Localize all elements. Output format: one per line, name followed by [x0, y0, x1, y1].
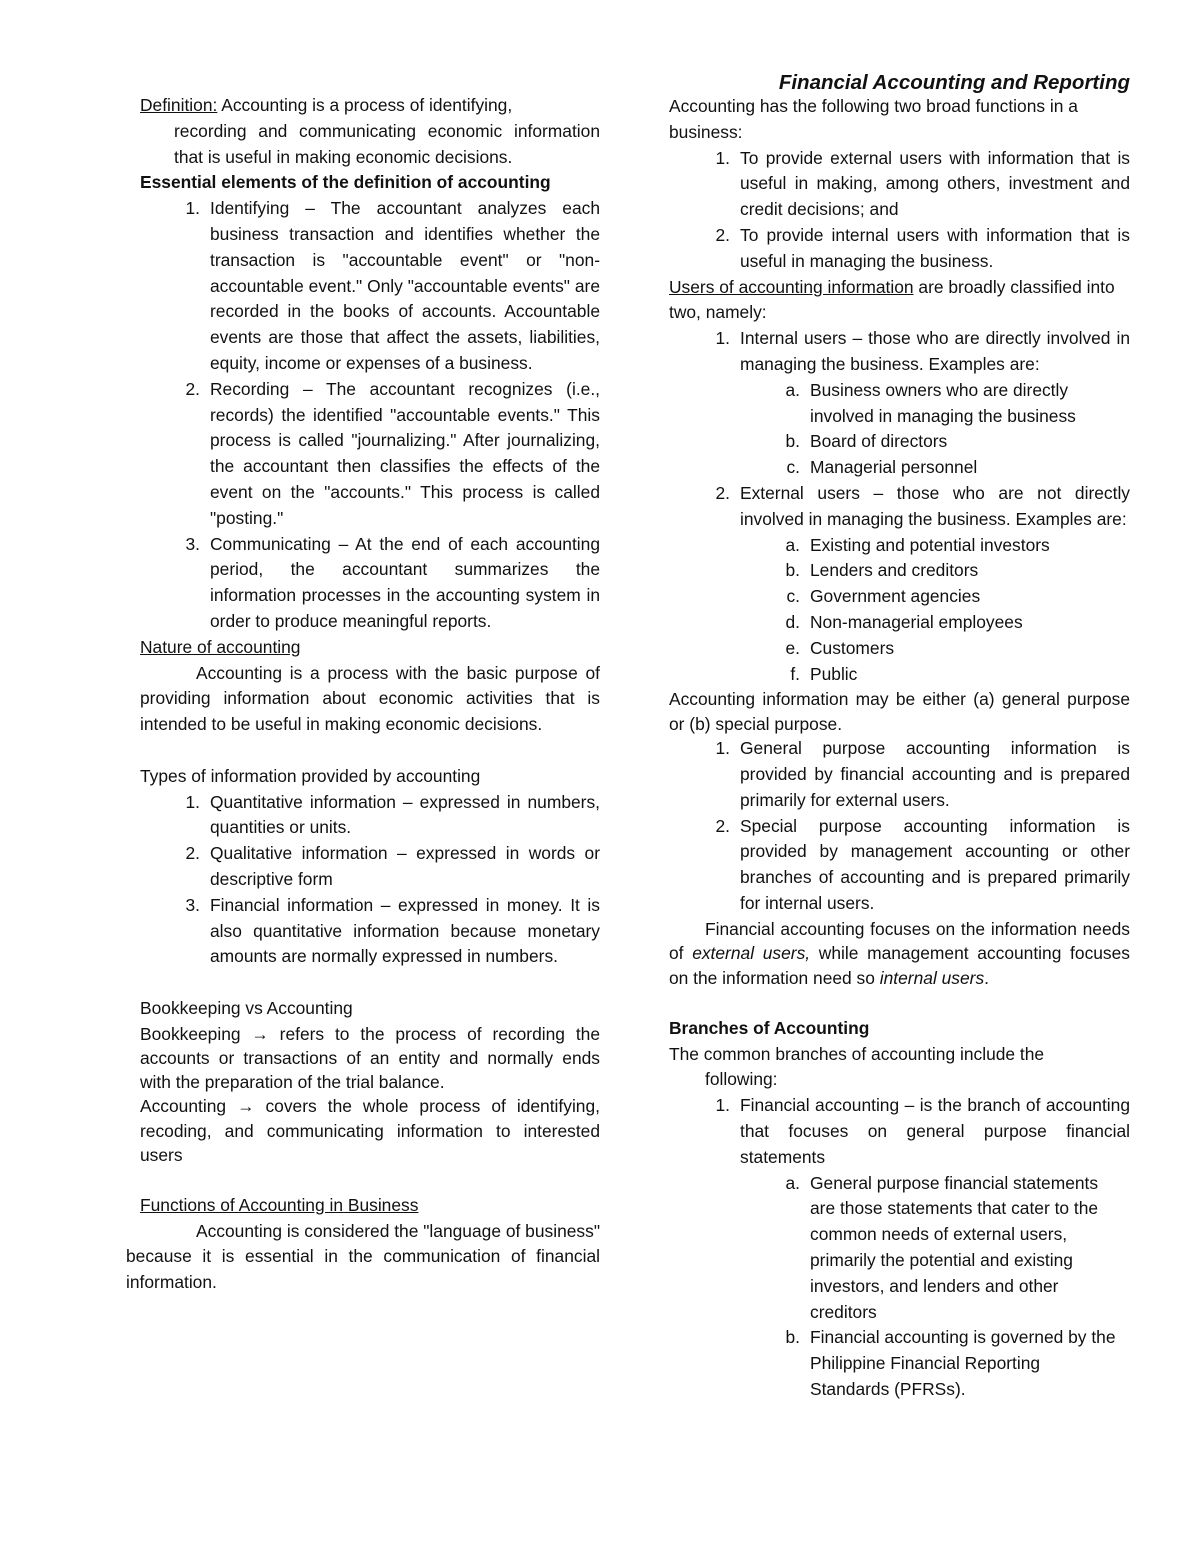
- branches-heading: Branches of Accounting: [669, 1017, 870, 1038]
- external-example: d. Non-managerial employees: [785, 611, 1023, 632]
- external-example: f. Public: [790, 663, 858, 684]
- branch-item: 1. Financial accounting – is the branch of accounting that focuses on general purpose financial statements a. General purpose financial statements are those statements that cater to the common needs of external users, primarily the potential and existing investors, and lenders and other creditors b. Financial accounting is governed by the Philippine Financial Reporting Standards (PFRSs).: [740, 1093, 1130, 1403]
- essential-item: 3. Communicating – At the end of each accounting period, the accountant summarizes the information processes in the accounting system in order to produce meaningful reports.: [185, 533, 600, 631]
- external-example: a. Existing and potential investors: [785, 534, 1050, 555]
- bookkeeping-text: Bookkeeping → refers to the process of recording the accounts or transactions of an entity and normally ends with the preparation of the trial balance.: [140, 1023, 600, 1093]
- internal-example: a. Business owners who are directly involved in managing the business: [785, 379, 1076, 426]
- branch-sub-item: a. General purpose financial statements are those statements that cater to the common needs of external users, primarily the potential and existing investors, and lenders and other creditors: [785, 1172, 1099, 1322]
- functions-item: 1. To provide external users with information that is useful in making, among others, investment and credit decisions; and: [715, 147, 1130, 220]
- right-column: [669, 94, 1130, 1403]
- left-column: [126, 93, 600, 1296]
- external-example: e. Customers: [785, 637, 895, 658]
- internal-example: b. Board of directors: [785, 431, 948, 452]
- external-example: c. Government agencies: [786, 586, 981, 607]
- users-intro: Users of accounting information are broadly classified into two, namely:: [669, 276, 1115, 323]
- focus-paragraph: Financial accounting focuses on the information needs of external users, while management accounting focuses on the information need so internal users.: [669, 918, 1130, 988]
- branches-intro-cont: following:: [705, 1069, 778, 1090]
- purpose-intro: Accounting information may be either (a) general purpose or (b) special purpose.: [669, 689, 1130, 734]
- essential-heading: Essential elements of the definition of accounting: [140, 172, 551, 193]
- users-list: [669, 326, 1130, 687]
- types-heading: Types of information provided by accounting: [140, 765, 481, 786]
- definition-label: Definition:: [140, 95, 218, 115]
- functions-intro: Accounting has the following two broad functions in a business:: [669, 96, 1078, 142]
- nature-heading: Nature of accounting: [140, 636, 301, 657]
- types-item: 3. Financial information – expressed in money. It is also quantitative information because monetary amounts are normally expressed in numbers.: [185, 894, 600, 967]
- definition-block: [140, 93, 600, 119]
- purpose-list: [669, 736, 1130, 917]
- external-users-item: 2. External users – those who are not directly involved in managing the business. Examples are: a. Existing and potential investors b. Lenders and creditors c. Government agencies d. Non-managerial employees e. Customers f. Public: [740, 481, 1130, 687]
- internal-users-item: 1. Internal users – those who are directly involved in managing the business. Examples are: a. Business owners who are directly involved in managing the business b. Board of directors c. Managerial personnel: [740, 326, 1130, 481]
- accounting-text: Accounting → covers the whole process of identifying, recoding, and communicating information to interested users: [140, 1096, 600, 1165]
- branch-sub-item: b. Financial accounting is governed by the Philippine Financial Reporting Standards (PFRSs).: [785, 1327, 1116, 1399]
- definition-first-line: Accounting is a process of identifying,: [217, 95, 513, 115]
- functions-text: Accounting is considered the "language of business" because it is essential in the communication of financial information.: [126, 1220, 600, 1293]
- functions-list: [669, 146, 1130, 275]
- purpose-item: 1. General purpose accounting information is provided by financial accounting and is prepared primarily for external users.: [715, 738, 1130, 810]
- functions-heading: Functions of Accounting in Business: [140, 1194, 419, 1215]
- branch-sub-list: [740, 1171, 1130, 1403]
- essential-item: 2. Recording – The accountant recognizes (i.e., records) the identified "accountable events." This process is called "journalizing." After journalizing, the accountant then classifies the effects of the event on the "accounts." This process is called "posting.": [185, 378, 600, 528]
- internal-examples-list: [740, 378, 1130, 481]
- definition-text: recording and communicating economic information that is useful in making economic decisions.: [174, 120, 600, 167]
- external-examples-list: [740, 533, 1130, 688]
- internal-example: c. Managerial personnel: [786, 457, 978, 478]
- types-list: [140, 790, 600, 971]
- users-link: Users of accounting information: [669, 276, 914, 297]
- types-item: 2. Qualitative information – expressed in words or descriptive form: [185, 843, 600, 889]
- purpose-item: 2. Special purpose accounting information is provided by management accounting or other branches of accounting and is prepared primarily for internal users.: [715, 815, 1130, 913]
- essential-item: 1. Identifying – The accountant analyzes each business transaction and identifies whether the transaction is "accountable event" or "non-accountable event." Only "accountable events" are recorded in the books of accounts. Accountable events are those that affect the assets, liabilities, equity, income or expenses of a business.: [185, 198, 600, 373]
- types-item: 1. Quantitative information – expressed in numbers, quantities or units.: [185, 791, 600, 838]
- nature-text: Accounting is a process with the basic purpose of providing information about economic activities that is intended to be useful in making economic decisions.: [140, 662, 600, 735]
- external-example: b. Lenders and creditors: [785, 560, 979, 581]
- branches-list: [669, 1093, 1130, 1403]
- page-header-title: Financial Accounting and Reporting: [778, 71, 1130, 94]
- bookkeeping-heading: Bookkeeping vs Accounting: [140, 997, 353, 1018]
- functions-item: 2. To provide internal users with information that is useful in managing the business.: [715, 224, 1130, 271]
- branches-intro: The common branches of accounting include the: [669, 1043, 1045, 1064]
- essential-list: [140, 196, 600, 635]
